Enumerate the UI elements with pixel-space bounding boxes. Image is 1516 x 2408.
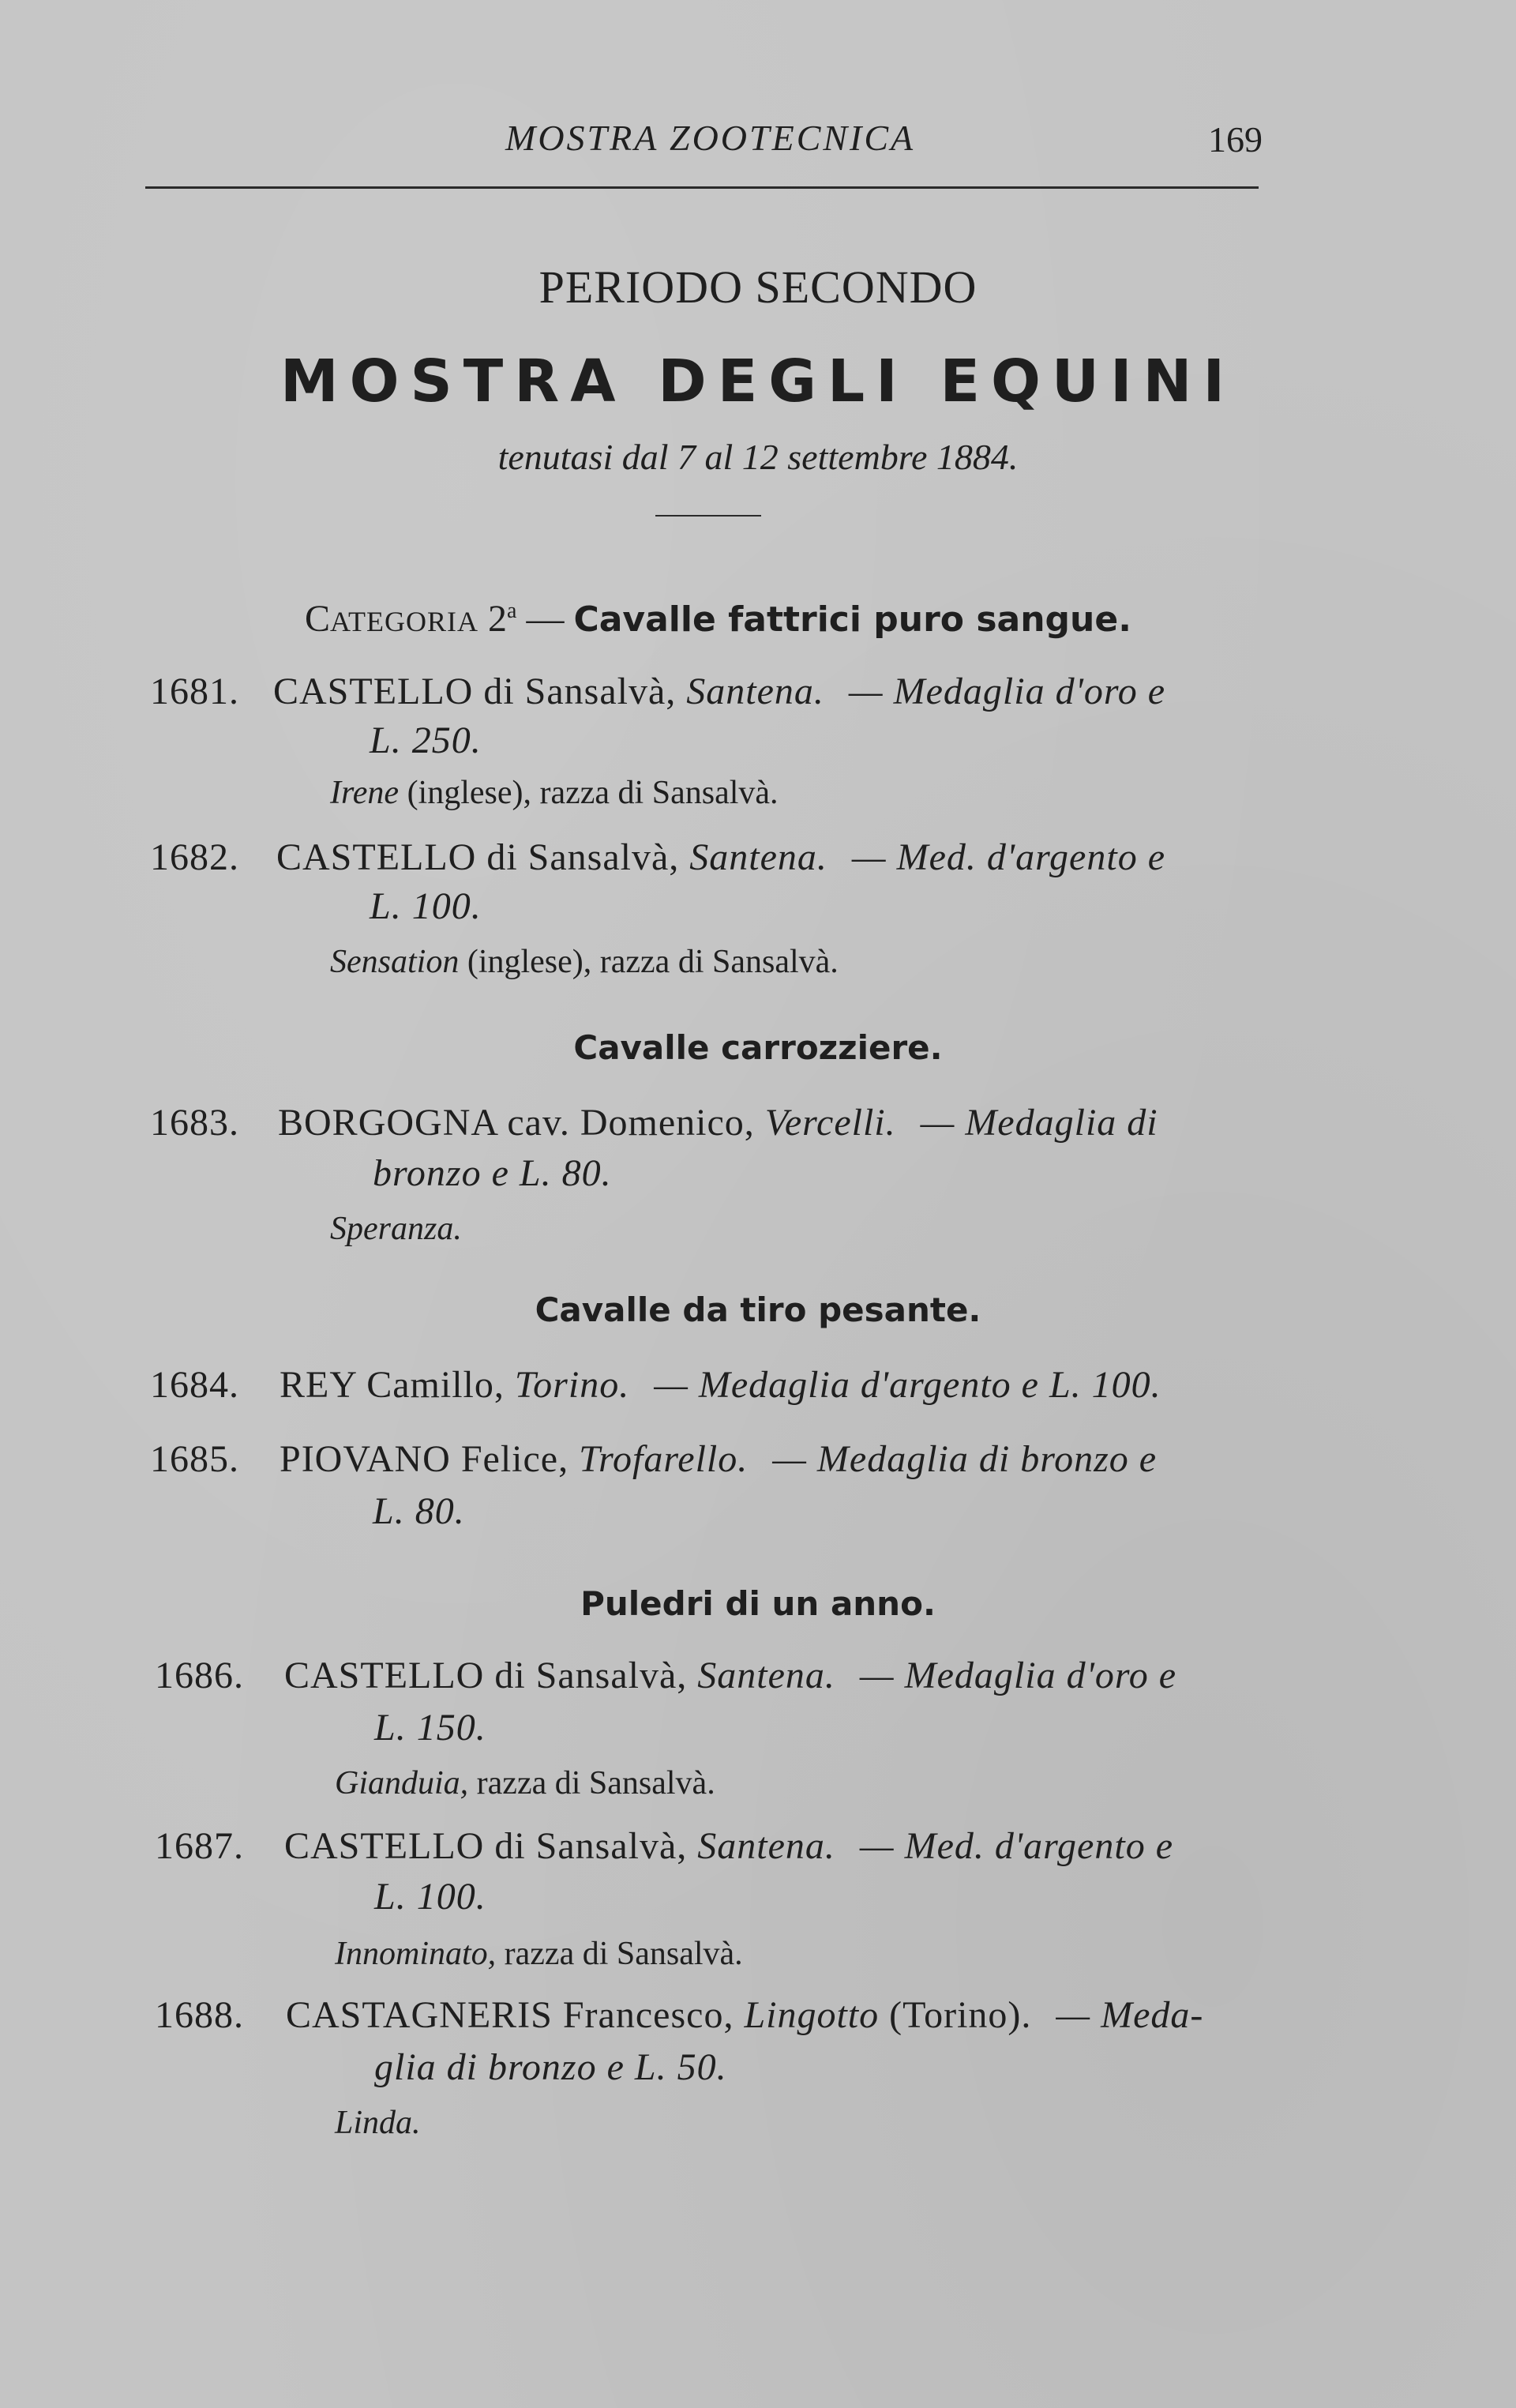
entry-line (273, 670, 1165, 713)
exhibitor-name: CASTAGNERIS Francesco, (286, 1994, 734, 2036)
horse-line (330, 943, 839, 981)
horse-line (335, 1935, 743, 1973)
award: — Med. d'argento e (851, 836, 1165, 878)
award-continuation: L. 100. (370, 885, 482, 927)
horse-line (330, 774, 779, 812)
entry-number: 1686. (155, 1655, 244, 1696)
running-title: MOSTRA ZOOTECNICA (505, 118, 916, 158)
entry-number: 1685. (150, 1438, 239, 1480)
entry-line (286, 1993, 1203, 2037)
exhibitor-name: CASTELLO di Sansalvà, (284, 1825, 688, 1867)
horse-name: Irene (330, 775, 400, 811)
exhibitor-place: Vercelli. (764, 1102, 896, 1144)
award: — Medaglia d'argento e L. 100. (654, 1364, 1161, 1406)
main-title: MOSTRA DEGLI EQUINI (280, 347, 1236, 415)
entry-line (276, 836, 1165, 879)
period-heading: PERIODO SECONDO (538, 261, 978, 313)
exhibitor-place: Trofarello. (579, 1438, 749, 1480)
exhibitor-place: Santena. (697, 1825, 835, 1867)
horse-info: razza di Sansalvà. (476, 1765, 715, 1801)
entry-number: 1687. (155, 1825, 244, 1867)
exhibitor-name: REY Camillo, (280, 1364, 505, 1406)
award-continuation: L. 150. (374, 1707, 486, 1749)
page-number: 169 (1208, 119, 1263, 160)
exhibitor-place: Torino. (514, 1364, 630, 1406)
exhibitor-place: Lingotto (744, 1994, 880, 2036)
category-dash: — (526, 598, 565, 640)
award-continuation: L. 100. (374, 1876, 486, 1918)
award: — Medaglia d'oro e (859, 1655, 1177, 1696)
horse-name: Linda. (335, 2105, 421, 2141)
exhibitor-name: CASTELLO di Sansalvà, (273, 671, 677, 712)
award-continuation: glia di bronzo e L. 50. (374, 2046, 727, 2088)
header-rule (145, 186, 1259, 189)
award: — Medaglia d'oro e (848, 671, 1166, 712)
horse-info: (inglese), razza di Sansalvà. (467, 944, 839, 980)
award-continuation: bronzo e L. 80. (373, 1152, 612, 1194)
award: — Medaglia di bronzo e (772, 1438, 1158, 1480)
entry-line (280, 1363, 1161, 1407)
horse-line (335, 1764, 715, 1802)
exhibitor-place-extra: (Torino). (889, 1994, 1032, 2036)
entry-line (284, 1824, 1173, 1868)
exhibitor-name: CASTELLO di Sansalvà, (276, 836, 680, 878)
entry-number: 1682. (150, 836, 239, 878)
entry-number: 1684. (150, 1364, 239, 1406)
exhibitor-name: PIOVANO Felice, (280, 1438, 569, 1480)
horse-name: Gianduia, (335, 1765, 469, 1801)
horse-name: Innominato, (335, 1936, 497, 1972)
entry-number: 1683. (150, 1102, 239, 1144)
horse-info: (inglese), razza di Sansalvà. (407, 775, 779, 811)
exhibition-dates: tenutasi dal 7 al 12 settembre 1884. (497, 437, 1019, 477)
exhibitor-name: CASTELLO di Sansalvà, (284, 1655, 688, 1696)
award: — Med. d'argento e (859, 1825, 1173, 1867)
category-title: Cavalle fattrici puro sangue. (573, 599, 1131, 640)
section-heading-puledri: Puledri di un anno. (580, 1584, 936, 1623)
entry-number: 1688. (155, 1994, 244, 2036)
exhibitor-place: Santena. (689, 836, 827, 878)
entry-line (280, 1437, 1157, 1481)
section-heading-tiro-pesante: Cavalle da tiro pesante. (535, 1290, 981, 1329)
exhibitor-place: Santena. (697, 1655, 835, 1696)
award: — Medaglia di (920, 1102, 1158, 1144)
horse-name: Speranza. (330, 1211, 462, 1247)
horse-name: Sensation (330, 944, 460, 980)
award: — Meda- (1056, 1994, 1204, 2036)
exhibitor-place: Santena. (686, 671, 824, 712)
entry-number: 1681. (150, 671, 239, 712)
entry-line (278, 1101, 1158, 1144)
title-divider (655, 515, 761, 517)
horse-info: razza di Sansalvà. (504, 1936, 743, 1972)
category-label-initial: C (305, 598, 331, 640)
category-label-rest: ATEGORIA (330, 606, 478, 637)
category-heading (305, 597, 1131, 641)
exhibitor-name: BORGOGNA cav. Domenico, (278, 1102, 755, 1144)
section-heading-carrozziere: Cavalle carrozziere. (573, 1028, 943, 1067)
entry-line (284, 1654, 1176, 1697)
award-continuation: L. 250. (370, 719, 482, 761)
award-continuation: L. 80. (373, 1490, 465, 1532)
category-number: 2$^a$ (488, 598, 517, 640)
